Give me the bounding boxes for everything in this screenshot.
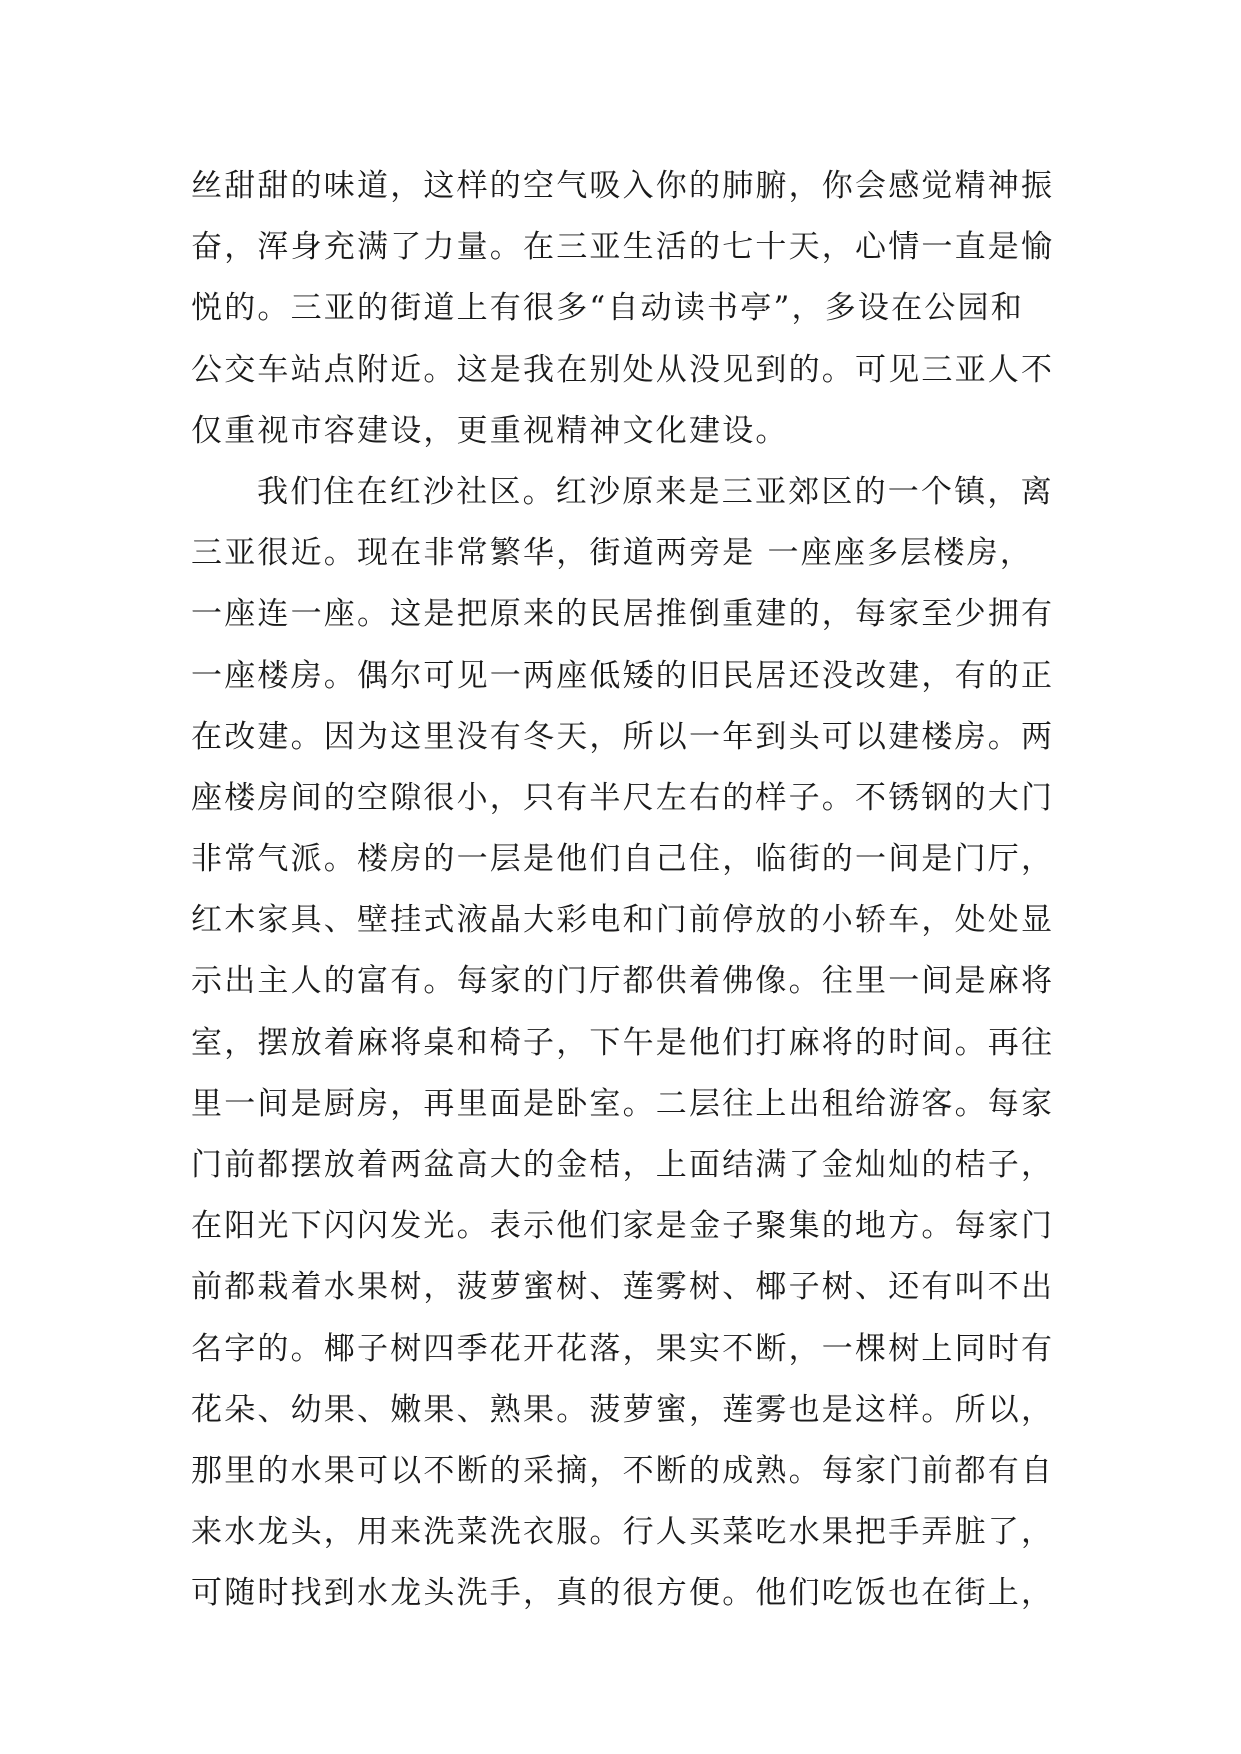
text-line: 可随时找到水龙头洗手，真的很方便。他们吃饭也在街上， <box>191 1575 1055 1612</box>
text-line: 丝甜甜的味道，这样的空气吸入你的肺腑，你会感觉精神振 <box>191 168 1055 204</box>
text-line: 室，摆放着麻将桌和椅子，下午是他们打麻将的时间。再往 <box>191 1024 1055 1061</box>
text-line: 在阳光下闪闪发光。表示他们家是金子聚集的地方。每家门 <box>191 1208 1055 1245</box>
text-line: 门前都摆放着两盆高大的金桔，上面结满了金灿灿的桔子， <box>191 1147 1055 1183</box>
paragraph-first-line: 我们住在红沙社区。红沙原来是三亚郊区的一个镇，离 <box>257 473 1054 510</box>
text-line: 红木家具、壁挂式液晶大彩电和门前停放的小轿车，处处显 <box>191 902 1055 939</box>
text-line: 来水龙头，用来洗菜洗衣服。行人买菜吃水果把手弄脏了， <box>191 1514 1055 1551</box>
text-line: 在改建。因为这里没有冬天，所以一年到头可以建楼房。两 <box>191 718 1055 755</box>
text-line: 仅重视市容建设，更重视精神文化建设。 <box>191 412 789 449</box>
text-line: 里一间是厨房，再里面是卧室。二层往上出租给游客。每家 <box>191 1085 1055 1122</box>
text-line: 座楼房间的空隙很小，只有半尺左右的样子。不锈钢的大门 <box>191 779 1055 816</box>
text-line: 一座连一座。这是把原来的民居推倒重建的，每家至少拥有 <box>191 596 1055 633</box>
text-line: 奋，浑身充满了力量。在三亚生活的七十天，心情一直是愉 <box>191 229 1055 266</box>
text-line: 一座楼房。偶尔可见一两座低矮的旧民居还没改建，有的正 <box>191 657 1055 694</box>
text-line: 示出主人的富有。每家的门厅都供着佛像。往里一间是麻将 <box>191 963 1055 1000</box>
body-text <box>191 156 1061 1625</box>
text-line: 前都栽着水果树，菠萝蜜树、莲雾树、椰子树、还有叫不出 <box>191 1269 1055 1306</box>
text-line: 花朵、幼果、嫩果、熟果。菠萝蜜，莲雾也是这样。所以， <box>191 1391 1055 1428</box>
text-line: 悦的。三亚的街道上有很多“自动读书亭”，多设在公园和 <box>191 290 1024 327</box>
text-line: 公交车站点附近。这是我在别处从没见到的。可见三亚人不 <box>191 351 1055 388</box>
text-line: 非常气派。楼房的一层是他们自己住，临街的一间是门厅， <box>191 841 1055 878</box>
text-line: 三亚很近。现在非常繁华，街道两旁是 一座座多层楼房， <box>191 535 1034 572</box>
text-line: 那里的水果可以不断的采摘，不断的成熟。每家门前都有自 <box>191 1452 1055 1489</box>
text-line: 名字的。椰子树四季花开花落，果实不断，一棵树上同时有 <box>191 1330 1055 1367</box>
